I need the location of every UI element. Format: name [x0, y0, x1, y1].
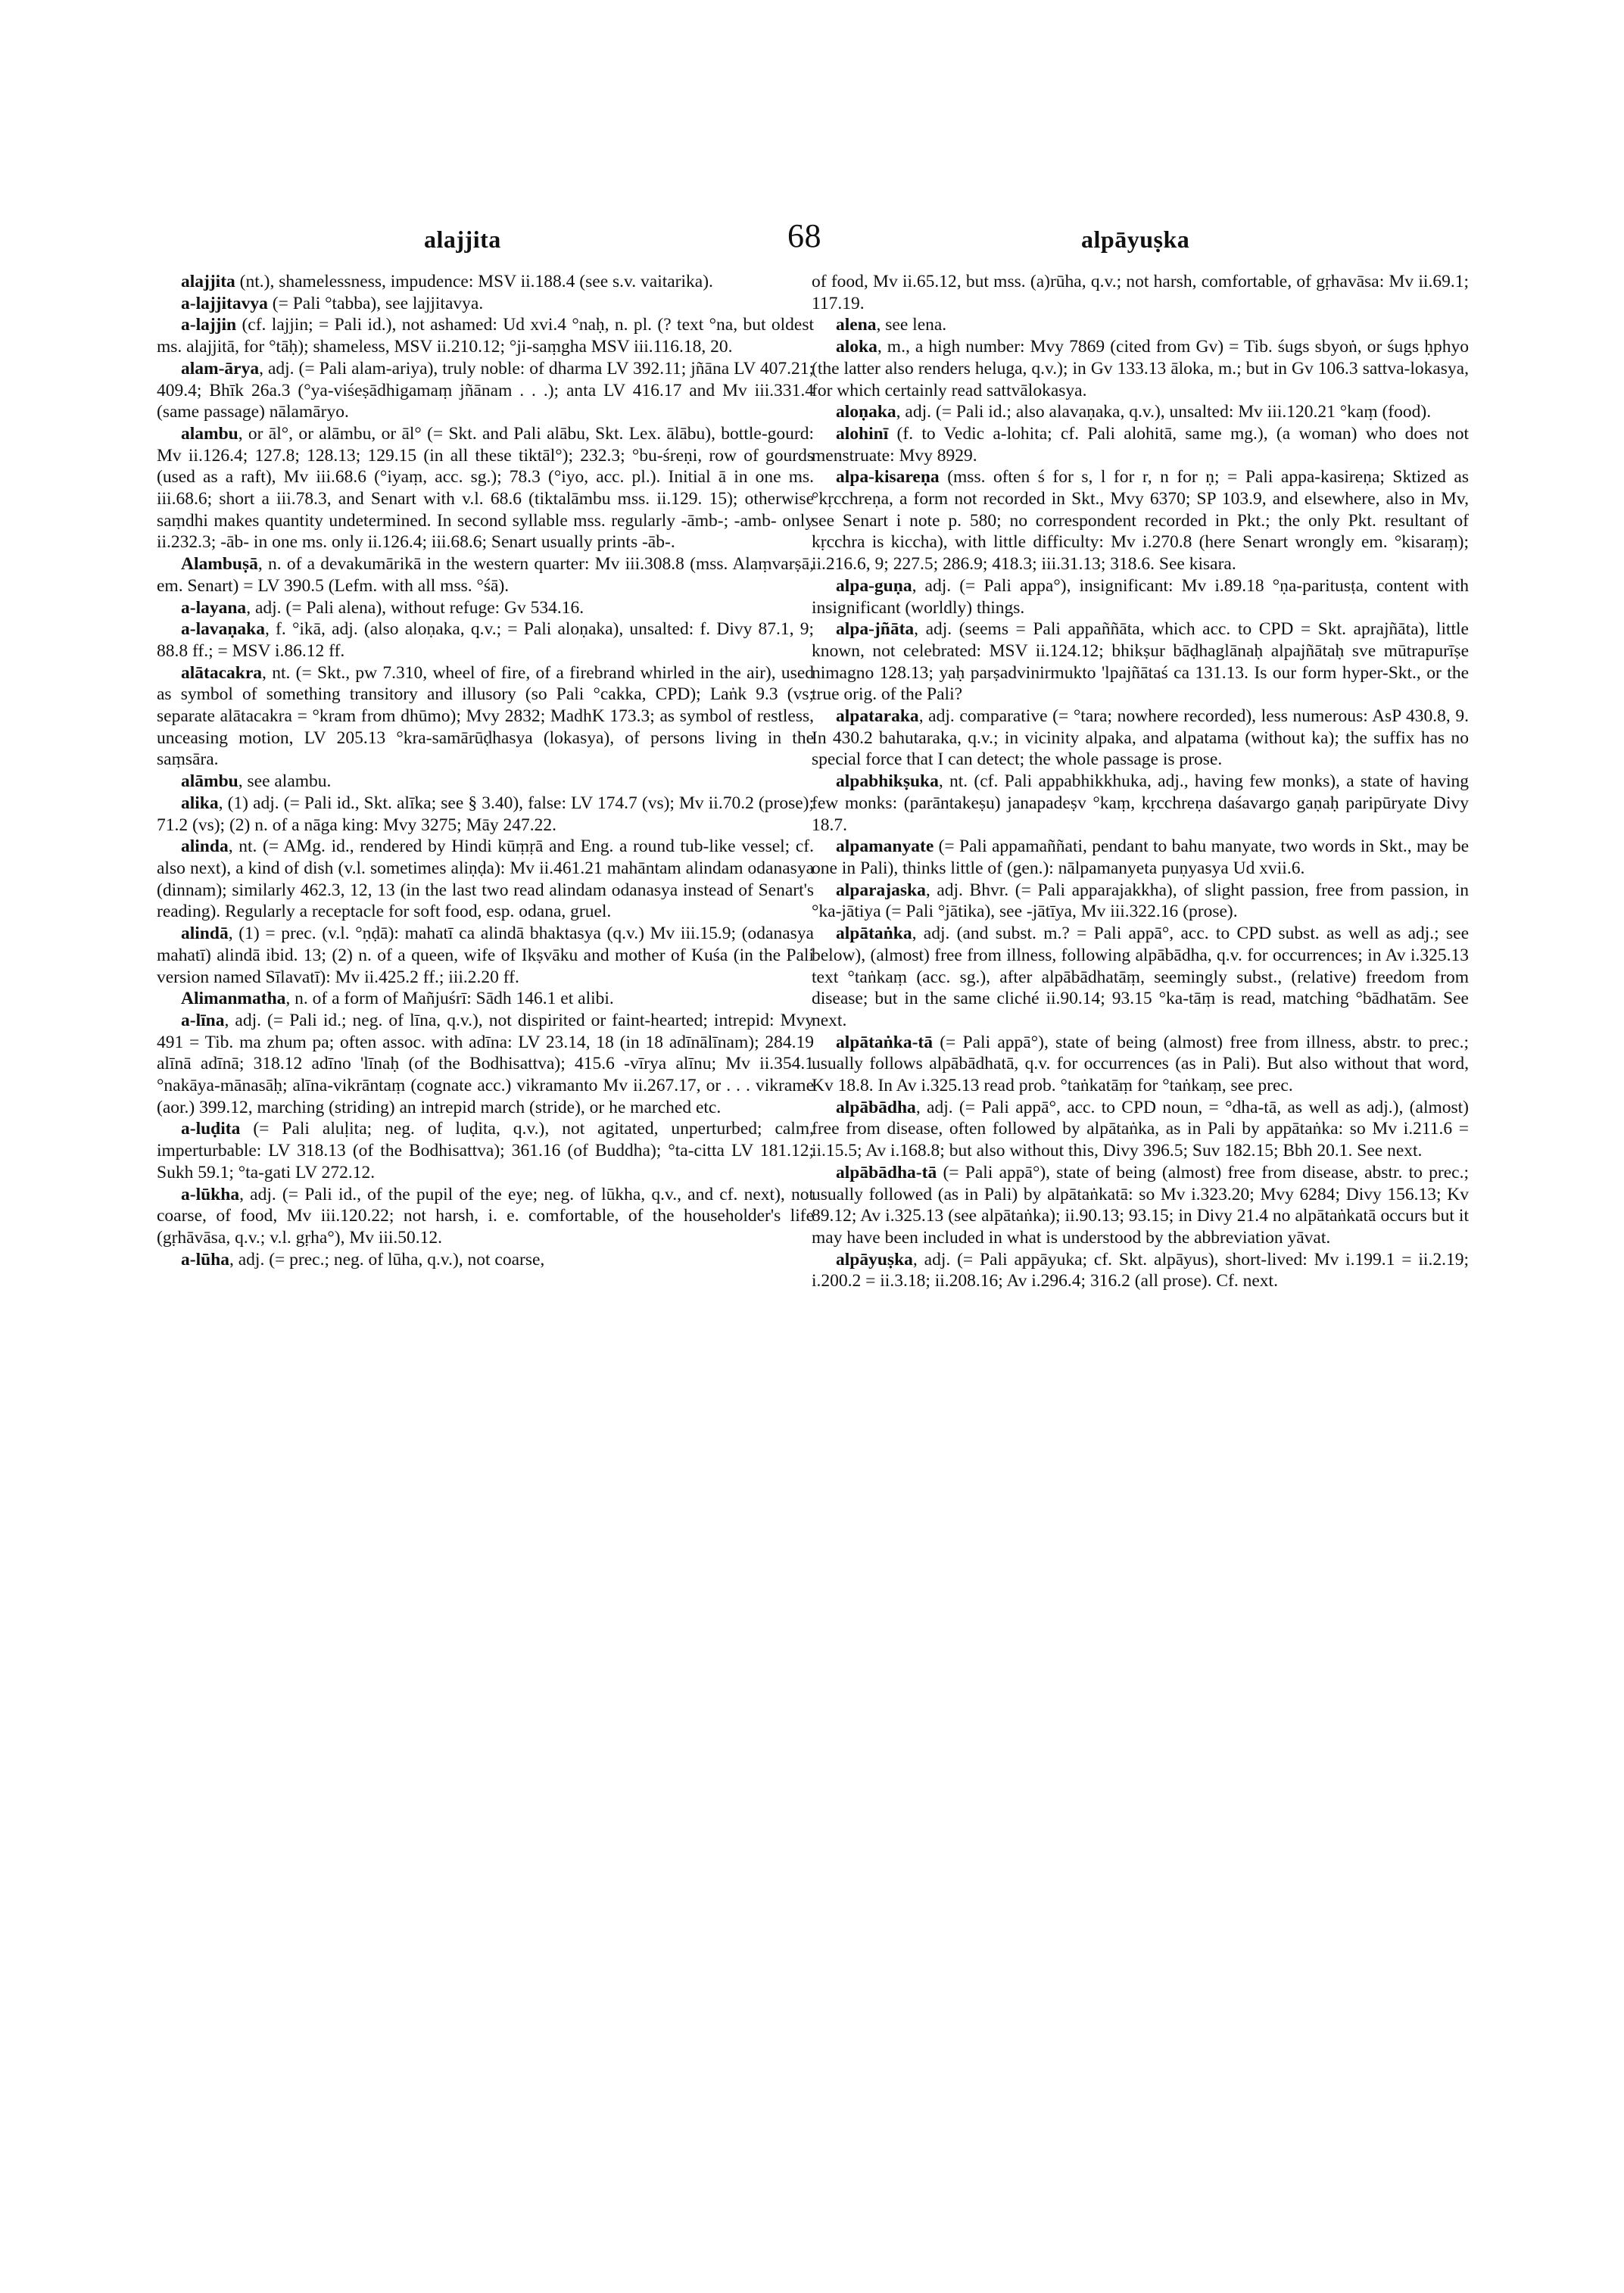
entry-text: , n. of a devakumārikā in the western quarter: Mv iii.308.8 (mss. Alaṃvarṣā, em. Senart) = LV 390.5 (Lefm. with all mss. °śā). — [157, 554, 814, 596]
entry-text: (= Pali aluḷita; neg. of luḍita, q.v.), not agitated, unperturbed; calm, imperturbable: LV 318.13 (of the Bodhisattva); 361.16 (of Buddha); °ta-citta LV 181.12; Sukh 59.1; °ta-gati LV 272.12. — [157, 1119, 814, 1182]
entry-headword: a-lajjitavya — [181, 293, 268, 313]
entry-headword: a-lūkha — [181, 1184, 240, 1204]
entry-text: , adj. Bhvr. (= Pali apparajakkha), of slight passion, free from passion, in °ka-jātiya (= Pali °jātika), see -jātīya, Mv iii.322.16 (prose). — [812, 880, 1469, 922]
entry-text: , m., a high number: Mvy 7869 (cited from Gv) = Tib. śugs sbyoṅ, or śugs ḥphyo (the latter also renders heluga, q.v.); in Gv 133.13 āloka, m.; but in Gv 106.3 sattva-lokasya, for which certainly read sattvālokasya. — [812, 337, 1469, 400]
entry-headword: a-lūha — [181, 1249, 229, 1270]
entry-text: , adj. (= prec.; neg. of lūha, q.v.), not coarse, — [229, 1249, 545, 1270]
entry-headword: alam-ārya — [181, 358, 260, 379]
entry-headword: alena — [836, 315, 877, 335]
entry-text: , (1) adj. (= Pali id., Skt. alīka; see § 3.40), false: LV 174.7 (vs); Mv ii.70.2 (prose); 71.2 (vs); (2) n. of a nāga king: Mvy 3275; Māy 247.22. — [157, 793, 814, 835]
entry-headword: alindā — [181, 924, 229, 944]
entry-headword: alika — [181, 793, 219, 813]
entry-headword: alpa-jñāta — [836, 619, 915, 640]
entry-headword: a-līna — [181, 1010, 225, 1030]
entry-text: , adj. (= Pali appāyuka; cf. Skt. alpāyus), short-lived: Mv i.199.1 = ii.2.19; i.200.2 = ii.3.18; ii.208.16; Av i.296.4; 316.2 (all prose). Cf. next. — [812, 1249, 1469, 1291]
page-number: 68 — [787, 217, 821, 254]
dictionary-entry — [812, 466, 1469, 575]
dictionary-entry — [812, 618, 1469, 706]
entry-text: , adj. (= Pali id., of the pupil of the eye; neg. of lūkha, q.v., and cf. next), not coarse, of food, Mv iii.120.22; not harsh, i. e. comfortable, of the householder's life (gṛhāvāsa, q.v.; v.l. gṛha°), Mv iii.50.12. — [157, 1184, 814, 1248]
dictionary-entry — [157, 358, 814, 423]
entry-text: , adj. (= Pali appa°), insignificant: Mv i.89.18 °ṇa-paritusṭa, content with insignificant (worldly) things. — [812, 575, 1469, 618]
entry-text: (nt.), shamelessness, impudence: MSV ii.188.4 (see s.v. vaitarika). — [235, 272, 713, 291]
entry-text: (= Pali appā°), state of being (almost) free from illness, abstr. to prec.; usually follows alpābādhatā, q.v. for occurrences (as in Pali). But also without that word, Kv 18.8. In Av i.325.13 read prob. °taṅkatāṃ for °taṅkaṃ, see prec. — [812, 1032, 1469, 1096]
dictionary-entry — [812, 1162, 1469, 1249]
entry-headword: alpātaṅka-tā — [836, 1032, 933, 1052]
left-column — [157, 271, 814, 1270]
dictionary-entry — [812, 1249, 1469, 1292]
entry-headword: Alimanmatha — [181, 989, 286, 1009]
entry-headword: alparajaska — [836, 880, 926, 900]
entry-text: , f. °ikā, adj. (also aloṇaka, q.v.; = Pali aloṇaka), unsalted: f. Divy 87.1, 9; 88.8 ff.; = MSV i.86.12 ff. — [157, 619, 814, 661]
dictionary-entry — [812, 314, 1469, 336]
entry-headword: a-layana — [181, 597, 247, 618]
entry-text: , see alambu. — [238, 771, 332, 792]
entry-text: , see lena. — [876, 315, 947, 335]
entry-text: , adj. (= Pali id.; also alavaṇaka, q.v.), unsalted: Mv iii.120.21 °kaṃ (food). — [896, 402, 1432, 422]
entry-headword: aloka — [836, 337, 877, 357]
dictionary-entry — [812, 880, 1469, 923]
dictionary-entry — [812, 336, 1469, 401]
entry-text: , or āl°, or alāmbu, or āl° (= Skt. and Pali alābu, Skt. Lex. ālābu), bottle-gourd: Mv ii.126.4; 127.8; 128.13; 129.15 (in all these tiktāl°); 232.3; °bu-śreṇi, row of gourds (used as a raft), Mv iii.68.6 (°iyaṃ, acc. sg.); 78.3 (°iyo, acc. pl.). Initial ā in one ms. iii.68.6; short a iii.78.3, and Senart with v.l. 68.6 (tiktalāmbu mss. ii.129. 15); otherwise saṃdhi makes quantity undetermined. In second syllable mss. regularly -āmb-; -amb- only ii.232.3; -āb- in one ms. only ii.126.4; iii.68.6; Senart usually prints -āb-. — [157, 423, 814, 553]
dictionary-entry — [157, 662, 814, 771]
entry-headword: alpa-guṇa — [836, 575, 912, 596]
dictionary-entry — [157, 597, 814, 619]
entry-headword: alātacakra — [181, 662, 263, 683]
dictionary-entry — [157, 771, 814, 793]
entry-headword: alpamanyate — [836, 837, 934, 857]
entry-headword: alajjita — [181, 272, 235, 291]
entry-text: (= Pali appā°), state of being (almost) free from disease, abstr. to prec.; usually followed (as in Pali) by alpātaṅkatā: so Mv i.323.20; Mvy 6284; Divy 156.13; Kv 89.12; Av i.325.13 (see alpātaṅka); ii.90.13; 93.15; in Divy 21.4 no alpātaṅkatā occurs but it may have been included in what is understood by the abbreviation yāvat. — [812, 1162, 1469, 1248]
entry-headword: alinda — [181, 837, 229, 857]
entry-text: (= Pali °tabba), see lajjitavya. — [267, 293, 484, 313]
entry-headword: a-lajjin — [181, 315, 237, 335]
entry-headword: alpa-kisareṇa — [836, 467, 940, 488]
dictionary-entry — [157, 1010, 814, 1119]
running-head-left: alajjita — [424, 226, 501, 253]
dictionary-entry — [812, 1032, 1469, 1097]
entry-text: , nt. (= AMg. id., rendered by Hindi kūṃṛā and Eng. a round tub-like vessel; cf. also next), a kind of dish (v.l. sometimes aliṇḍa): Mv ii.461.21 mahāntam alindam odanasya (dinnam); similarly 462.3, 12, 13 (in the last two read alindam odanasya instead of Senart's reading). Regularly a receptacle for soft food, esp. odana, gruel. — [157, 837, 814, 922]
dictionary-entry — [812, 575, 1469, 618]
dictionary-entry — [812, 1097, 1469, 1162]
right-column — [812, 271, 1469, 1292]
dictionary-entry — [812, 836, 1469, 879]
dictionary-entry — [157, 1249, 814, 1271]
dictionary-entry — [157, 553, 814, 597]
entry-text: , adj. (= Pali alam-ariya), truly noble: of dharma LV 392.11; jñāna LV 407.21; 409.4; Bhīk 26a.3 (°ya-viśeṣādhigamaṃ jñānam . . .); anta LV 416.17 and Mv iii.331.4 (same passage) nālamāryo. — [157, 358, 814, 422]
entry-headword: alambu — [181, 423, 238, 444]
entry-headword: Alambuṣā — [181, 554, 258, 575]
entry-headword: alpabhikṣuka — [836, 771, 939, 792]
entry-headword: a-lavaṇaka — [181, 619, 265, 640]
entry-text: (= Pali appamaññati, pendant to bahu manyate, two words in Skt., may be one in Pali), thinks little of (gen.): nālpamanyeta puṇyasya Ud xvii.6. — [812, 837, 1469, 878]
dictionary-entry — [157, 836, 814, 923]
dictionary-entry — [812, 771, 1469, 836]
entry-headword: aloṇaka — [836, 402, 896, 422]
entry-text: , adj. (= Pali appā°, acc. to CPD noun, = °dha-tā, as well as adj.), (almost) free from disease, often followed by alpātaṅka, as in Pali by appātaṅka: so Mv i.211.6 = ii.15.5; Av i.168.8; but also without this, Divy 396.5; Suv 182.15; Bbh 20.1. See next. — [812, 1097, 1469, 1161]
entry-text: , adj. (seems = Pali appaññāta, which acc. to CPD = Skt. aprajñāta), little known, not celebrated: MSV ii.124.12; bhikṣur bāḍhaglānaḥ alpajñātaḥ sve mūtrapurīṣe nimagno 128.13; yaḥ parṣadvinirmukto 'lpajñātaś ca 131.13. Is our form hyper-Skt., or the true orig. of the Pali? — [812, 619, 1469, 705]
entry-text: , adj. (and subst. m.? = Pali appā°, acc. to CPD subst. as well as adj.; see below), (almost) free from illness, following alpābādha, q.v. for occurrences; in Av i.325.13 text °taṅkaṃ (acc. sg.), after alpābādhatāṃ, seemingly subst., (relative) freedom from disease; but in the same cliché ii.90.14; 93.15 °ka-tāṃ is read, matching °bādhatām. See next. — [812, 924, 1469, 1030]
entry-text: , adj. comparative (= °tara; nowhere recorded), less numerous: AsP 430.8, 9. In 430.2 bahutaraka, q.v.; in vicinity alpaka, and alpatama (without ka); the suffix has no special force that I can detect; the whole passage is prose. — [812, 706, 1469, 770]
entry-headword: alpāyuṣka — [836, 1249, 913, 1270]
entry-headword: alohinī — [836, 423, 889, 444]
entry-text: (mss. often ś for s, l for r, n for ṇ; = Pali appa-kasireṇa; Sktized as °kṛcchreṇa, a form not recorded in Skt., Mvy 6370; SP 103.9, and elsewhere, also in Mv, see Senart i note p. 580; no correspondent recorded in Pkt.; the only Pkt. resultant of kṛcchra is kiccha), with little difficulty: Mv i.270.8 (here Senart wrongly em. °kisaraṃ); ii.216.6, 9; 227.5; 286.9; 418.3; iii.31.13; 318.6. See kisara. — [812, 467, 1469, 575]
dictionary-entry — [812, 401, 1469, 423]
dictionary-entry — [157, 618, 814, 662]
dictionary-entry — [157, 988, 814, 1010]
entry-text: (f. to Vedic a-lohita; cf. Pali alohitā, same mg.), (a woman) who does not menstruate: Mvy 8929. — [812, 423, 1469, 466]
entry-headword: alāmbu — [181, 771, 238, 792]
entry-text: , adj. (= Pali id.; neg. of līna, q.v.), not dispirited or faint-hearted; intrepid: Mvy 491 = Tib. ma zhum pa; often assoc. with adīna: LV 23.14, 18 (in 18 adīnālīnam); 284.19 alīnā adīnā; 318.12 adīno 'līnaḥ (of the Bodhisattva); 415.6 -vīrya alīnu; Mv ii.354.1 °nakāya-mānasāḥ; alīna-vikrāntaṃ (cognate acc.) vikramanto Mv ii.267.17, or . . . vikrame (aor.) 399.12, marching (striding) an intrepid march (stride), or he marched etc. — [157, 1010, 814, 1117]
dictionary-entry — [812, 923, 1469, 1032]
entry-text: , (1) = prec. (v.l. °ṇḍā): mahatī ca alindā bhaktasya (q.v.) Mv iii.15.9; (odanasya mahatī) alindā ibid. 13; (2) n. of a queen, wife of Ikṣvāku and mother of Kuśa (in the Pali version named Sīlavatī): Mv ii.425.2 ff.; iii.2.20 ff. — [157, 924, 814, 987]
dictionary-entry — [157, 293, 814, 315]
dictionary-entry — [157, 793, 814, 836]
entry-text: of food, Mv ii.65.12, but mss. (a)rūha, q.v.; not harsh, comfortable, of gṛhavāsa: Mv ii.69.1; 117.19. — [812, 272, 1469, 313]
entry-text: , adj. (= Pali alena), without refuge: Gv 534.16. — [246, 597, 584, 618]
dictionary-entry — [157, 423, 814, 553]
entry-text: , n. of a form of Mañjuśrī: Sādh 146.1 et alibi. — [285, 989, 614, 1009]
dictionary-entry — [157, 1118, 814, 1183]
entry-headword: alpābādha — [836, 1097, 916, 1117]
running-head-right: alpāyuṣka — [1081, 226, 1190, 253]
entry-text: , nt. (= Skt., pw 7.310, wheel of fire, of a firebrand whirled in the air), used as symbol of something transitory and illusory (so Pali °cakka, CPD); Laṅk 9.3 (vs; separate alātacakra = °kram from dhūmo); Mvy 2832; MadhK 173.3; as symbol of restless, unceasing motion, LV 205.13 °kra-samārūḍhasya (lokasya), of persons living in the saṃsāra. — [157, 662, 814, 770]
entry-text: , nt. (cf. Pali appabhikkhuka, adj., having few monks), a state of having few monks: (parāntakeṣu) janapadeṣv °kaṃ, kṛcchreṇa daśavargo gaṇaḥ paripūryate Divy 18.7. — [812, 771, 1469, 835]
entry-headword: alpābādha-tā — [836, 1162, 937, 1182]
entry-text: (cf. lajjin; = Pali id.), not ashamed: Ud xvi.4 °naḥ, n. pl. (? text °na, but oldest ms. alajjitā, for °tāḥ); shameless, MSV ii.210.12; °ji-saṃgha MSV iii.116.18, 20. — [157, 315, 814, 357]
dictionary-entry — [157, 1184, 814, 1249]
dictionary-entry-continuation — [812, 271, 1469, 314]
entry-headword: alpātaṅka — [836, 924, 912, 944]
dictionary-entry — [157, 271, 814, 293]
entry-headword: alpataraka — [836, 706, 919, 727]
dictionary-entry — [157, 923, 814, 988]
entry-headword: a-luḍita — [181, 1119, 241, 1139]
dictionary-entry — [812, 423, 1469, 466]
dictionary-entry — [812, 706, 1469, 771]
dictionary-entry — [157, 314, 814, 357]
